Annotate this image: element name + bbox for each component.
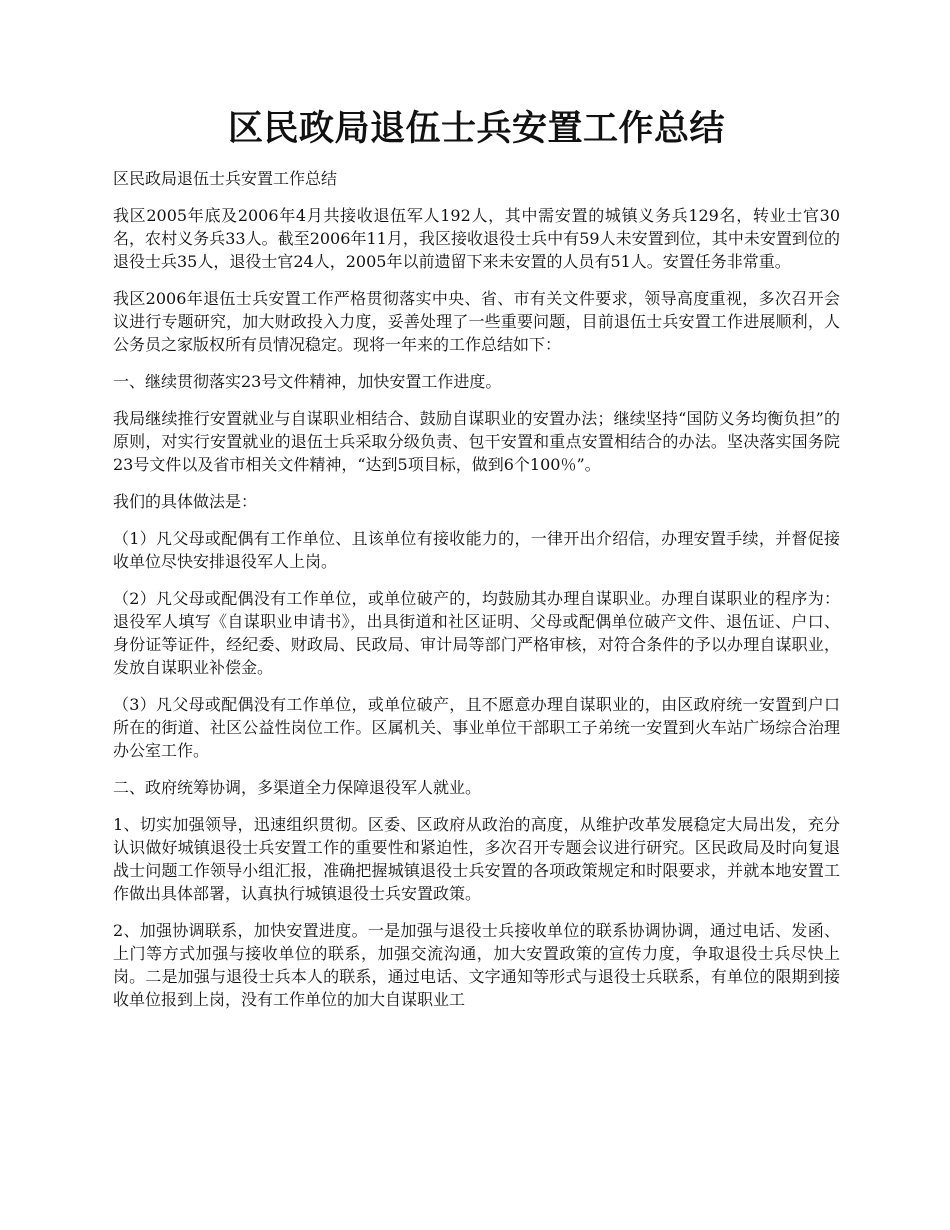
- paragraph: 我们的具体做法是：: [113, 492, 258, 511]
- list-item: （2）凡父母或配偶没有工作单位，或单位破产的，均鼓励其办理自谋职业。办理自谋职业的程序为：退役军人填写《自谋职业申请书》，出具街道和社区证明、父母或配偶单位破产文件、退伍证、户口、身份证等证件，经纪委、财政局、民政局、审计局等部门严格审核，对符合条件的予以办理自谋职业，发放自谋职业补偿金。: [113, 589, 840, 677]
- document-page: [113, 108, 840, 1025]
- section-heading: 一、继续贯彻落实23号文件精神，加快安置工作进度。: [113, 372, 502, 391]
- list-item: （3）凡父母或配偶没有工作单位，或单位破产，且不愿意办理自谋职业的，由区政府统一安置到户口所在的街道、社区公益性岗位工作。区属机关、事业单位干部职工子弟统一安置到火车站广场综合治理办公室工作。: [113, 695, 840, 760]
- section-heading: 二、政府统筹协调，多渠道全力保障退役军人就业。: [113, 778, 482, 797]
- paragraph: 我区2006年退伍士兵安置工作严格贯彻落实中央、省、市有关文件要求，领导高度重视，多次召开会议进行专题研究，加大财政投入力度，妥善处理了一些重要问题，目前退伍士兵安置工作进展顺利，人公务员之家版权所有员情况稳定。现将一年来的工作总结如下：: [113, 289, 840, 354]
- list-item: （1）凡父母或配偶有工作单位、且该单位有接收能力的，一律开出介绍信，办理安置手续，并督促接收单位尽快安排退役军人上岗。: [113, 529, 840, 571]
- paragraph: 我局继续推行安置就业与自谋职业相结合、鼓励自谋职业的安置办法；继续坚持“国防义务均衡负担”的原则，对实行安置就业的退伍士兵采取分级负责、包干安置和重点安置相结合的办法。坚决落实国务院23号文件以及省市相关文件精神，“达到5项目标，做到6个100％”。: [113, 409, 840, 474]
- paragraph: 我区2005年底及2006年4月共接收退伍军人192人，其中需安置的城镇义务兵129名，转业士官30名，农村义务兵33人。截至2006年11月，我区接收退役士兵中有59人未安置到位，其中未安置到位的退役士兵35人，退役士官24人，2005年以前遗留下来未安置的人员有51人。安置任务非常重。: [113, 206, 840, 271]
- document-title: 区民政局退伍士兵安置工作总结: [227, 109, 725, 149]
- paragraph-subtitle: 区民政局退伍士兵安置工作总结: [113, 169, 338, 188]
- paragraph: 2、加强协调联系，加快安置进度。一是加强与退役士兵接收单位的联系协调协调，通过电话、发函、上门等方式加强与接收单位的联系，加强交流沟通，加大安置政策的宣传力度，争取退役士兵尽快上岗。二是加强与退役士兵本人的联系，通过电话、文字通知等形式与退役士兵联系，有单位的限期到接收单位报到上岗，没有工作单位的加大自谋职业工: [113, 921, 840, 1009]
- paragraph: 1、切实加强领导，迅速组织贯彻。区委、区政府从政治的高度，从维护改革发展稳定大局出发，充分认识做好城镇退役士兵安置工作的重要性和紧迫性，多次召开专题会议进行研究。区民政局及时向复退战士问题工作领导小组汇报，准确把握城镇退役士兵安置的各项政策规定和时限要求，并就本地安置工作做出具体部署，认真执行城镇退役士兵安置政策。: [113, 815, 840, 903]
